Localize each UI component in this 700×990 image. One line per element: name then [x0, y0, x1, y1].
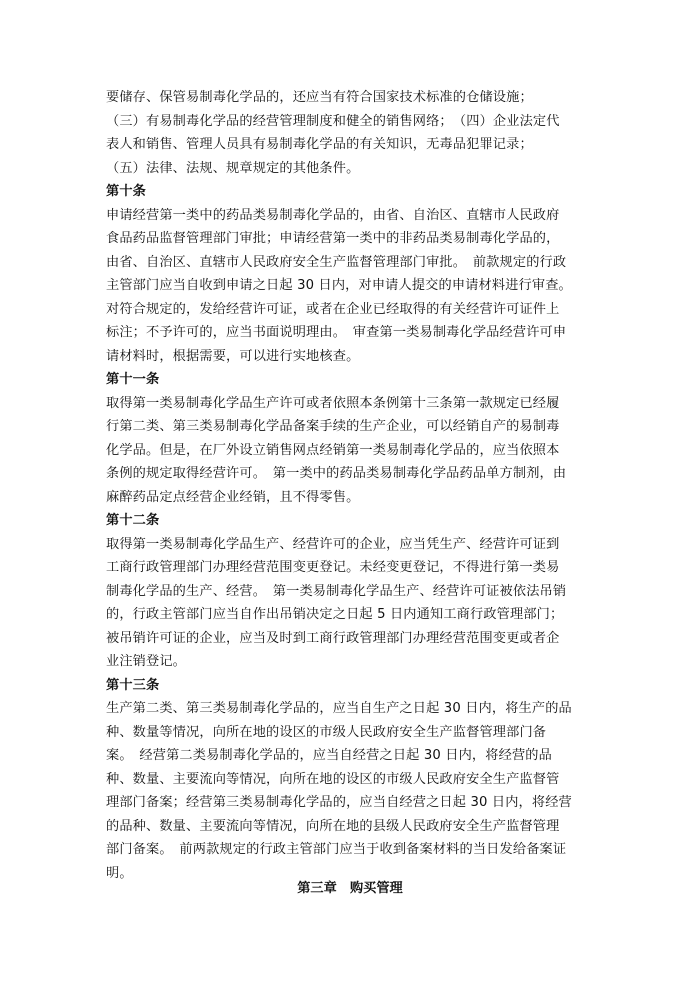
text-line: 业注销登记。 [106, 654, 187, 669]
text-line: 麻醉药品定点经营企业经销，且不得零售。 [106, 489, 360, 505]
text-line: 种、数量等情况，向所在地的设区的市级人民政府安全生产监督管理部门备 [106, 724, 547, 740]
text-line: 案。 经营第二类易制毒化学品的，应当自经营之日起 30 日内，将经营的品 [106, 748, 552, 763]
text-line: 被吊销许可证的企业，应当及时到工商行政管理部门办理经营范围变更或者企 [106, 630, 560, 646]
text-line: 的品种、数量、主要流向等情况，向所在地的县级人民政府安全生产监督管理 [106, 818, 560, 834]
text-line: 由省、自治区、直辖市人民政府安全生产监督管理部门审批。 前款规定的行政 [106, 254, 567, 270]
text-line: 要储存、保管易制毒化学品的，还应当有符合国家技术标准的仓储设施； [106, 90, 533, 105]
text-line: 取得第一类易制毒化学品生产、经营许可的企业，应当凭生产、经营许可证到 [106, 536, 560, 552]
chapter-title: 第三章 购买管理 [297, 881, 403, 896]
article-heading: 第十条 [106, 184, 147, 199]
text-line: 工商行政管理部门办理经营范围变更登记。未经变更登记，不得进行第一类易 [106, 560, 560, 575]
text-line: 部门备案。 前两款规定的行政主管部门应当于收到备案材料的当日发给备案证 [106, 842, 567, 857]
text-line: 制毒化学品的生产、经营。 第一类易制毒化学品生产、经营许可证被依法吊销 [106, 583, 567, 599]
text-line: 的，行政主管部门应当自作出吊销决定之日起 5 日内通知工商行政管理部门； [106, 607, 564, 622]
text-line: 对符合规定的，发给经营许可证，或者在企业已经取得的有关经营许可证件上 [106, 301, 560, 317]
text-line: 种、数量、主要流向等情况，向所在地的设区的市级人民政府安全生产监督管 [106, 771, 560, 787]
article-heading: 第十一条 [106, 372, 160, 387]
text-line: 申请经营第一类中的药品类易制毒化学品的，由省、自治区、直辖市人民政府 [106, 207, 560, 223]
text-line: 化学品。但是，在厂外设立销售网点经销第一类易制毒化学品的，应当依照本 [106, 442, 560, 458]
article-heading: 第十二条 [106, 513, 160, 528]
text-line: 生产第二类、第三类易制毒化学品的，应当自生产之日起 30 日内，将生产的品 [106, 701, 572, 716]
text-line: 主管部门应当自收到申请之日起 30 日内，对申请人提交的申请材料进行审查。 [106, 278, 572, 293]
text-line: 取得第一类易制毒化学品生产许可或者依照本条例第十三条第一款规定已经履 [106, 395, 560, 411]
text-line: 条例的规定取得经营许可。 第一类中的药品类易制毒化学品药品单方制剂，由 [106, 466, 567, 481]
text-line: （三）有易制毒化学品的经营管理制度和健全的销售网络； （四）企业法定代 [106, 113, 560, 129]
text-line: 请材料时，根据需要，可以进行实地核查。 [106, 348, 360, 364]
document-body [106, 86, 594, 885]
text-line: 行第二类、第三类易制毒化学品备案手续的生产企业，可以经销自产的易制毒 [106, 419, 560, 434]
text-line: 明。 [106, 865, 133, 881]
text-line: 理部门备案；经营第三类易制毒化学品的，应当自经营之日起 30 日内，将经营 [106, 795, 572, 810]
text-line: 表人和销售、管理人员具有易制毒化学品的有关知识，无毒品犯罪记录； [106, 137, 533, 152]
article-heading: 第十三条 [106, 677, 160, 693]
text-line: 食品药品监督管理部门审批；申请经营第一类中的非药品类易制毒化学品的， [106, 231, 560, 246]
text-line: 标注；不予许可的，应当书面说明理由。 审查第一类易制毒化学品经营许可申 [106, 325, 567, 340]
text-line: （五）法律、法规、规章规定的其他条件。 [106, 160, 360, 176]
